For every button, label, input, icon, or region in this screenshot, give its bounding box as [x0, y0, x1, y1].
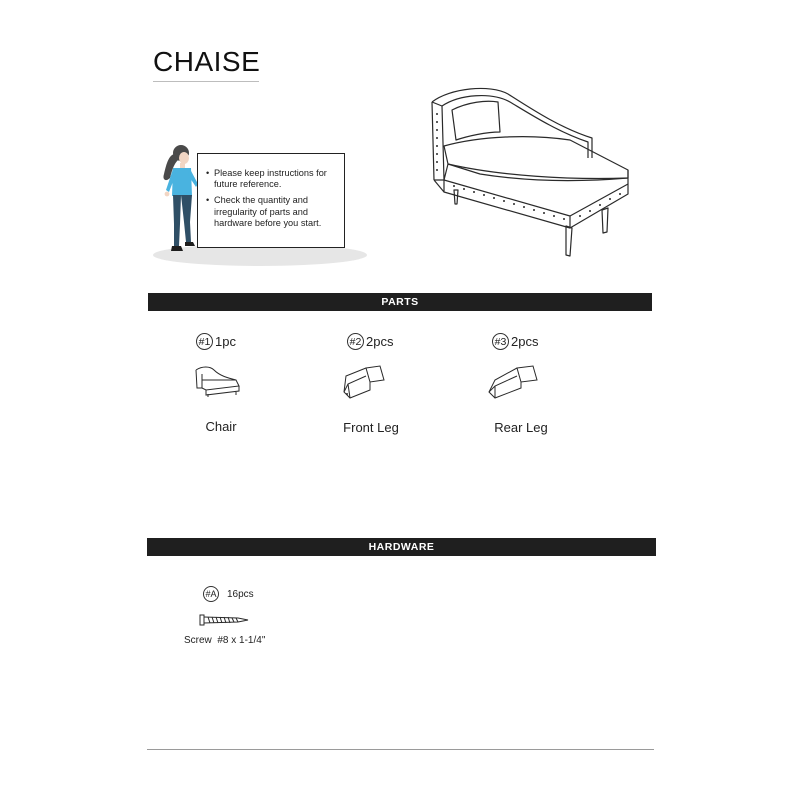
page-title: CHAISE	[153, 46, 261, 77]
chaise-icon	[192, 364, 242, 400]
hardware-label: Screw #8 x 1-1/4"	[184, 635, 266, 646]
title-underline	[153, 81, 259, 82]
part-2-tag	[347, 333, 393, 350]
part-1-tag	[196, 333, 236, 350]
part-quantity: 1pc	[215, 334, 236, 349]
part-label: Chair	[205, 419, 237, 434]
part-id-badge: #1	[196, 333, 213, 350]
part-quantity: 2pcs	[511, 334, 539, 349]
hardware-heading: HARDWARE	[147, 538, 656, 556]
front-leg-icon	[340, 362, 390, 404]
parts-heading: PARTS	[148, 293, 652, 311]
note-item: • Please keep instructions for future reference.	[214, 168, 338, 190]
instructions-note	[197, 153, 345, 248]
screw-icon	[198, 613, 250, 627]
chaise-illustration	[420, 80, 635, 260]
hardware-quantity: 16pcs	[227, 588, 254, 600]
hardware-a-tag	[203, 586, 254, 602]
hardware-id-badge: #A	[203, 586, 219, 602]
rear-leg-icon	[485, 362, 541, 404]
part-id-badge: #3	[492, 333, 509, 350]
part-id-badge: #2	[347, 333, 364, 350]
note-item: • Check the quantity and irregularity of parts and hardware before you start.	[214, 195, 338, 229]
part-quantity: 2pcs	[366, 334, 394, 349]
part-label: Rear Leg	[494, 420, 548, 435]
part-3-tag	[492, 333, 538, 350]
footer-divider	[147, 749, 654, 750]
part-label: Front Leg	[343, 420, 399, 435]
